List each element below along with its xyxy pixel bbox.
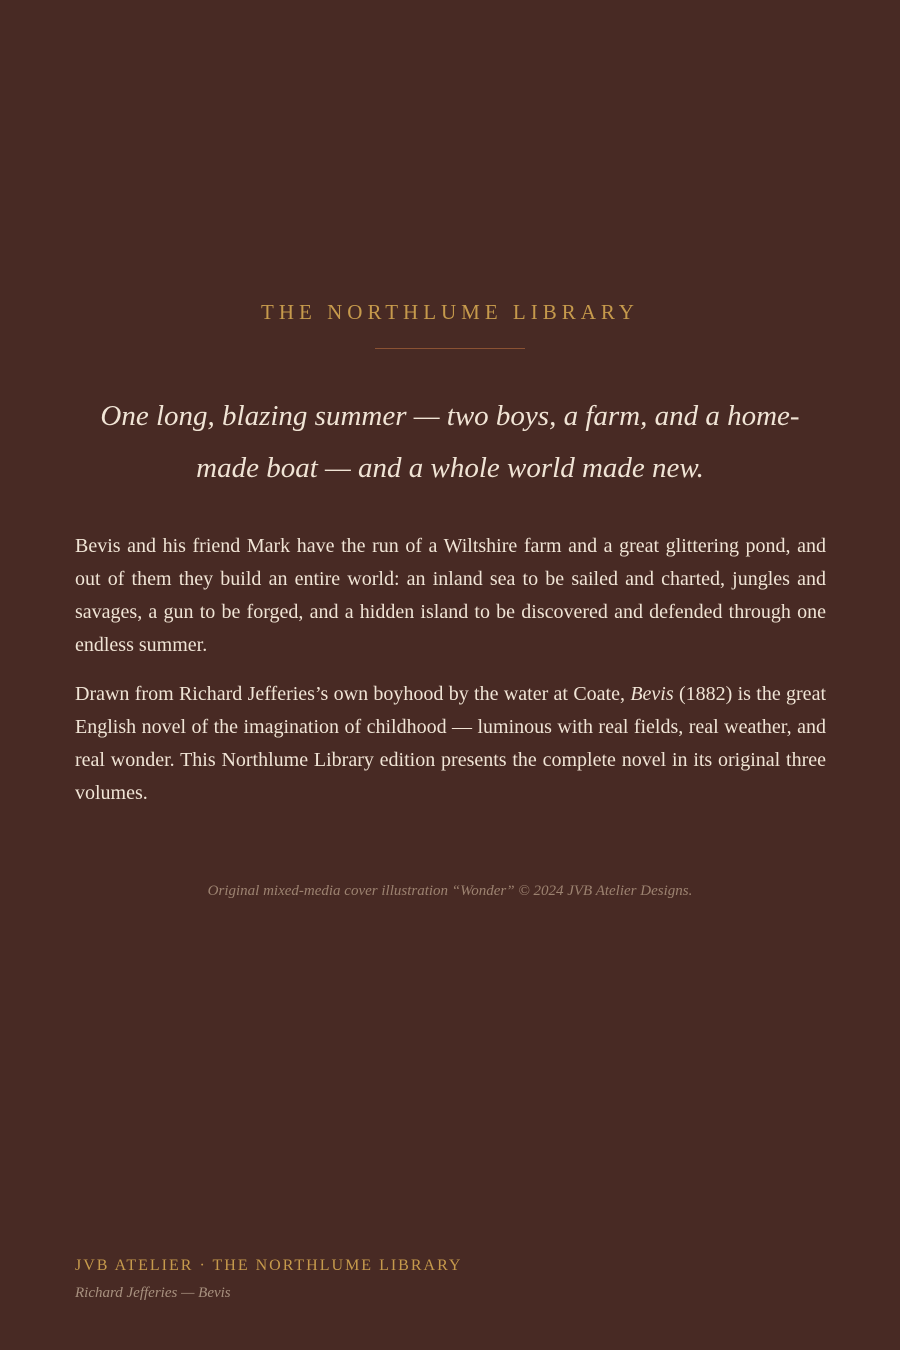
description-paragraph-1: Bevis and his friend Mark have the run of a Wiltshire farm and a great glittering pond, and out of them they build an entire world: an inland sea to be sailed and charted, jungles and savages, a gun to be forged, and a hidden island to be discovered and defended through one endless summer. (75, 535, 826, 656)
description-paragraph-2-text: Drawn from Richard Jefferies’s own boyhood by the water at Coate, (75, 683, 631, 705)
series-title: THE NORTHLUME LIBRARY (261, 300, 639, 324)
tagline: One long, blazing summer — two boys, a farm, and a home-made boat — and a whole world made new. (100, 400, 800, 484)
footer-imprint: JVB ATELIER · THE NORTHLUME LIBRARY (75, 1257, 463, 1274)
description-paragraph-2-text-end: (1882) is the great English novel of the imagination of childhood — luminous with real fields, real weather, and real wonder. This Northlume Library edition presents the complete novel in its original three volumes. (75, 683, 826, 804)
divider-rule (375, 348, 525, 349)
description (75, 530, 826, 826)
book-title-italic: Bevis (630, 683, 674, 705)
footer-book-line: Richard Jefferies — Bevis (75, 1285, 231, 1301)
description-paragraph-2 (75, 678, 826, 810)
cover-credit: Original mixed-media cover illustration “Wonder” © 2024 JVB Atelier Designs. (207, 883, 693, 899)
